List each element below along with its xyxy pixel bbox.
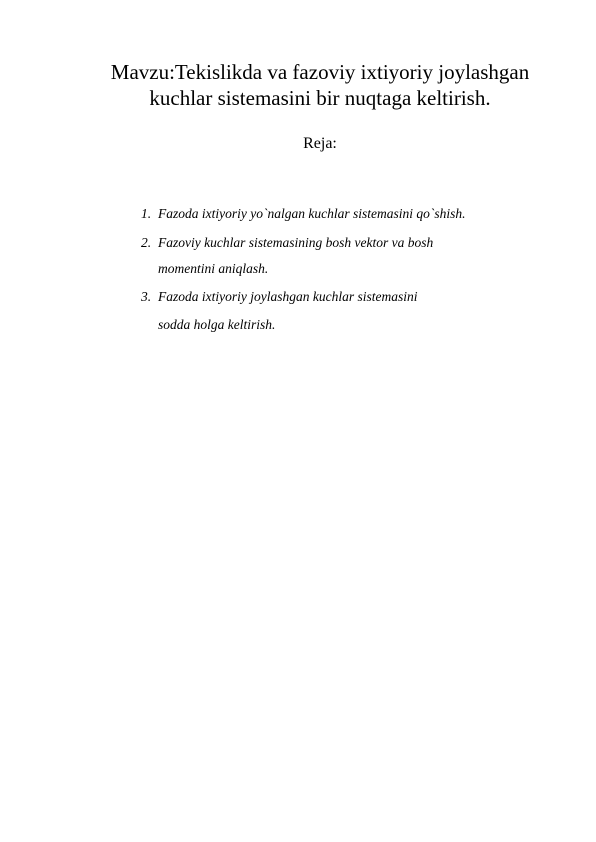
plan-heading: Reja: bbox=[303, 135, 337, 152]
plan-item-3-line-2: sodda holga keltirish. bbox=[158, 317, 276, 332]
document-title-line-2: kuchlar sistemasini bir nuqtaga keltirish. bbox=[149, 86, 491, 110]
plan-item-3-number: 3. bbox=[141, 289, 152, 304]
plan-item-2-number: 2. bbox=[141, 235, 152, 250]
plan-item-2-line-1: Fazoviy kuchlar sistemasining bosh vektor va bosh bbox=[158, 235, 434, 250]
plan-item-1-number: 1. bbox=[141, 206, 152, 221]
plan-item-1-line-1: Fazoda ixtiyoriy yo`nalgan kuchlar sistemasini qo`shish. bbox=[158, 206, 466, 221]
document-title-line-1: Mavzu:Tekislikda va fazoviy ixtiyoriy joylashgan bbox=[110, 60, 530, 84]
plan-item-2-line-2: momentini aniqlash. bbox=[158, 261, 269, 276]
plan-item-3-line-1: Fazoda ixtiyoriy joylashgan kuchlar sistemasini bbox=[158, 289, 418, 304]
